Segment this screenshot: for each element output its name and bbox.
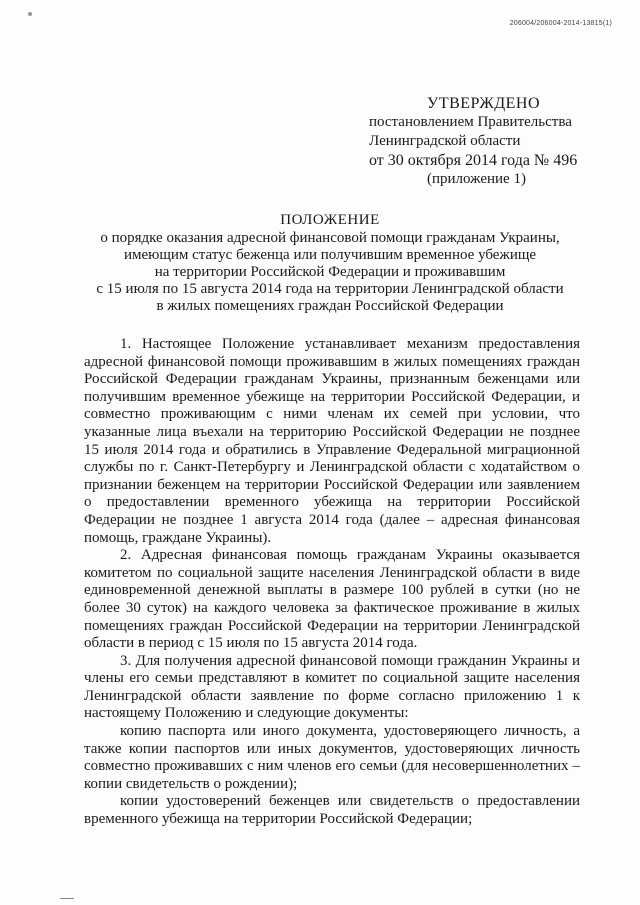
document-title: ПОЛОЖЕНИЕ	[280, 212, 380, 228]
approval-line-2: Ленинградской области	[369, 133, 521, 149]
document-title-block	[80, 212, 580, 315]
approval-date: от 30 октября 2014 года № 496	[369, 152, 578, 169]
paragraph-2: 2. Адресная финансовая помощь гражданам Украины оказывается комитетом по социальной защите населения Ленинградской области в виде единовременной денежной выплаты в размере 100 рублей в сутки (но не более 30 суток) на каждого человека за фактическое проживание в жилых помещениях граждан Российской Федерации на территории Ленинградской области в период с 15 июля по 15 августа 2014 года.	[84, 547, 580, 652]
paragraph-3: 3. Для получения адресной финансовой помощи гражданин Украины и члены его семьи представляют в комитет по социальной защите населения Ленинградской области заявление по форме согласно приложению 1 к настоящему Положению и следующие документы:	[84, 652, 580, 722]
title-line: с 15 июля по 15 августа 2014 года на территории Ленинградской области	[96, 281, 564, 297]
approval-line-1: постановлением Правительства	[369, 114, 572, 130]
document-id: 206004/206004-2014-13815(1)	[509, 20, 612, 27]
title-line: имеющим статус беженца или получившим временное убежище	[123, 247, 537, 263]
title-line: в жилых помещениях граждан Российской Федерации	[156, 298, 504, 314]
approval-heading: УТВЕРЖДЕНО	[427, 95, 541, 112]
title-line: на территории Российской Федерации и проживавшим	[154, 264, 506, 280]
paragraph-1: 1. Настоящее Положение устанавливает механизм предоставления адресной финансовой помощи проживавшим в жилых помещениях граждан Российской Федерации гражданам Украины, признанным беженцами или получившим временное убежище на территории Российской Федерации, и совместно проживающим с ними членам их семей при условии, что указанные лица въехали на территорию Российской Федерации не позднее 15 июля 2014 года и обратились в Управление Федеральной миграционной службы по г. Санкт-Петербургу и Ленинградской области с ходатайством о признании беженцем на территории Российской Федерации или заявлением о предоставлении временного убежища на территории Российской Федерации не позднее 1 августа 2014 года (далее – адресная финансовая помощь, граждане Украины).	[84, 336, 580, 546]
title-line: о порядке оказания адресной финансовой помощи гражданам Украины,	[100, 230, 560, 246]
list-item-refugee-certificates: копии удостоверений беженцев или свидетельств о предоставлении временного убежища на территории Российской Федерации;	[84, 793, 580, 828]
approval-appendix: (приложение 1)	[427, 171, 526, 187]
scan-mark	[28, 12, 32, 16]
scan-mark-bottom	[60, 898, 74, 899]
approval-stamp	[369, 94, 619, 189]
document-body	[84, 336, 580, 829]
list-item-passport: копию паспорта или иного документа, удостоверяющего личность, а также копии паспортов или иных документов, удостоверяющих личность совместно проживавших с ним членов его семьи (для несовершеннолетних – копии свидетельств о рождении);	[84, 723, 580, 792]
